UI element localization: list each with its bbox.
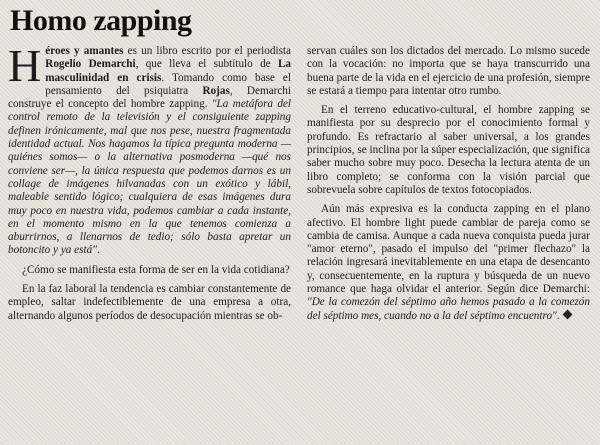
book-subtitle: La masculinidad en crisis (45, 58, 291, 84)
paragraph-question: ¿Cómo se manifiesta esta forma de ser en la vida cotidiana? (22, 263, 290, 276)
author-name: Rogelio Demarchi (45, 58, 136, 71)
intro-text-3: . Tomando como base el pensamiento del psiquiatra (45, 71, 291, 97)
column-right (307, 45, 590, 329)
psychiatrist-name: Rojas (202, 84, 230, 97)
column-left (8, 40, 292, 329)
paragraph-intro (8, 40, 292, 258)
affective-end: . (556, 309, 560, 322)
intro-quote: "La metáfora del control remoto de la televisión y el consiguiente zapping definen irónicamente, mal que nos pese, nuestra fragmentada identidad actual. Nos hagamos la típica pregunta moderna —quiénes somos— o la alternativa posmoderna —qué nos conviene ser—, la única respuesta que podemos darnos es un collage de imágenes hilvanadas con un exótico y lábil, maleable sentido lógico; cualquiera de esas imágenes dura muy poco en nuestra vida, podemos cambiar a cada instante, en el momento mismo en la que tenemos comienza a aburrirnos, a llenarnos de tedio; sólo basta apretar un botoncito y ya está" (8, 98, 291, 257)
article-columns (8, 40, 590, 329)
paragraph-education: En el terreno educativo-cultural, el hombre zapping se manifiesta por su desprecio por el conocimiento formal y profundo. Es refractario al saber universal, a los grandes principios, se inclina por la súper especialización, que significa saber mucho sobre muy poco. Desecha la lectura atenta de un libro completo; se conforma con la visión parcial que sobrevuela sobre capítulos de textos fotocopiados. (307, 104, 590, 196)
paragraph-labor: En la faz laboral la tendencia es cambiar constantemente de empleo, saltar indefectiblemente de una empresa a otra, alternando algunos períodos de desocupación mientras se ob- (8, 283, 291, 322)
intro-text-2: , que lleva el subtítulo de (135, 58, 278, 71)
affective-quote: "De la comezón del séptimo año hemos pasado a la comezón del séptimo mes, cuando no a la del séptimo encuentro" (307, 296, 590, 322)
intro-text-1: es un libro escrito por el periodista (123, 45, 291, 57)
affective-text: Aún más expresiva es la conducta zapping en el plano afectivo. El hombre light puede cambiar de pareja como se cambia de camisa. Aunque a cada nueva conquista pueda jurar "amor eterno", pasado el impulso del "primer flechazo" la relación ingresará inevitablemente en una etapa de desencanto y, consecuentemente, en la ruptura y búsqueda de un nuevo romance que haga olvidar el anterior. Según dice Demarchi: (307, 203, 590, 296)
drop-cap: H (8, 40, 42, 91)
intro-text-4: , Demarchi construye el concepto del hombre zapping. (8, 84, 292, 111)
end-of-article-mark (562, 309, 572, 319)
intro-text-5: . (96, 244, 100, 257)
book-title: éroes y amantes (45, 45, 124, 57)
paragraph-labor-cont: servan cuáles son los dictados del mercado. Lo mismo sucede con la vocación: no importa que se haya transcurrido una buena parte de la vida en el ejercicio de una profesión, siempre se estará a tiempo para intentar otro rumbo. (307, 45, 590, 97)
paragraph-affective (307, 203, 590, 323)
article-title: Homo zapping (10, 4, 192, 37)
